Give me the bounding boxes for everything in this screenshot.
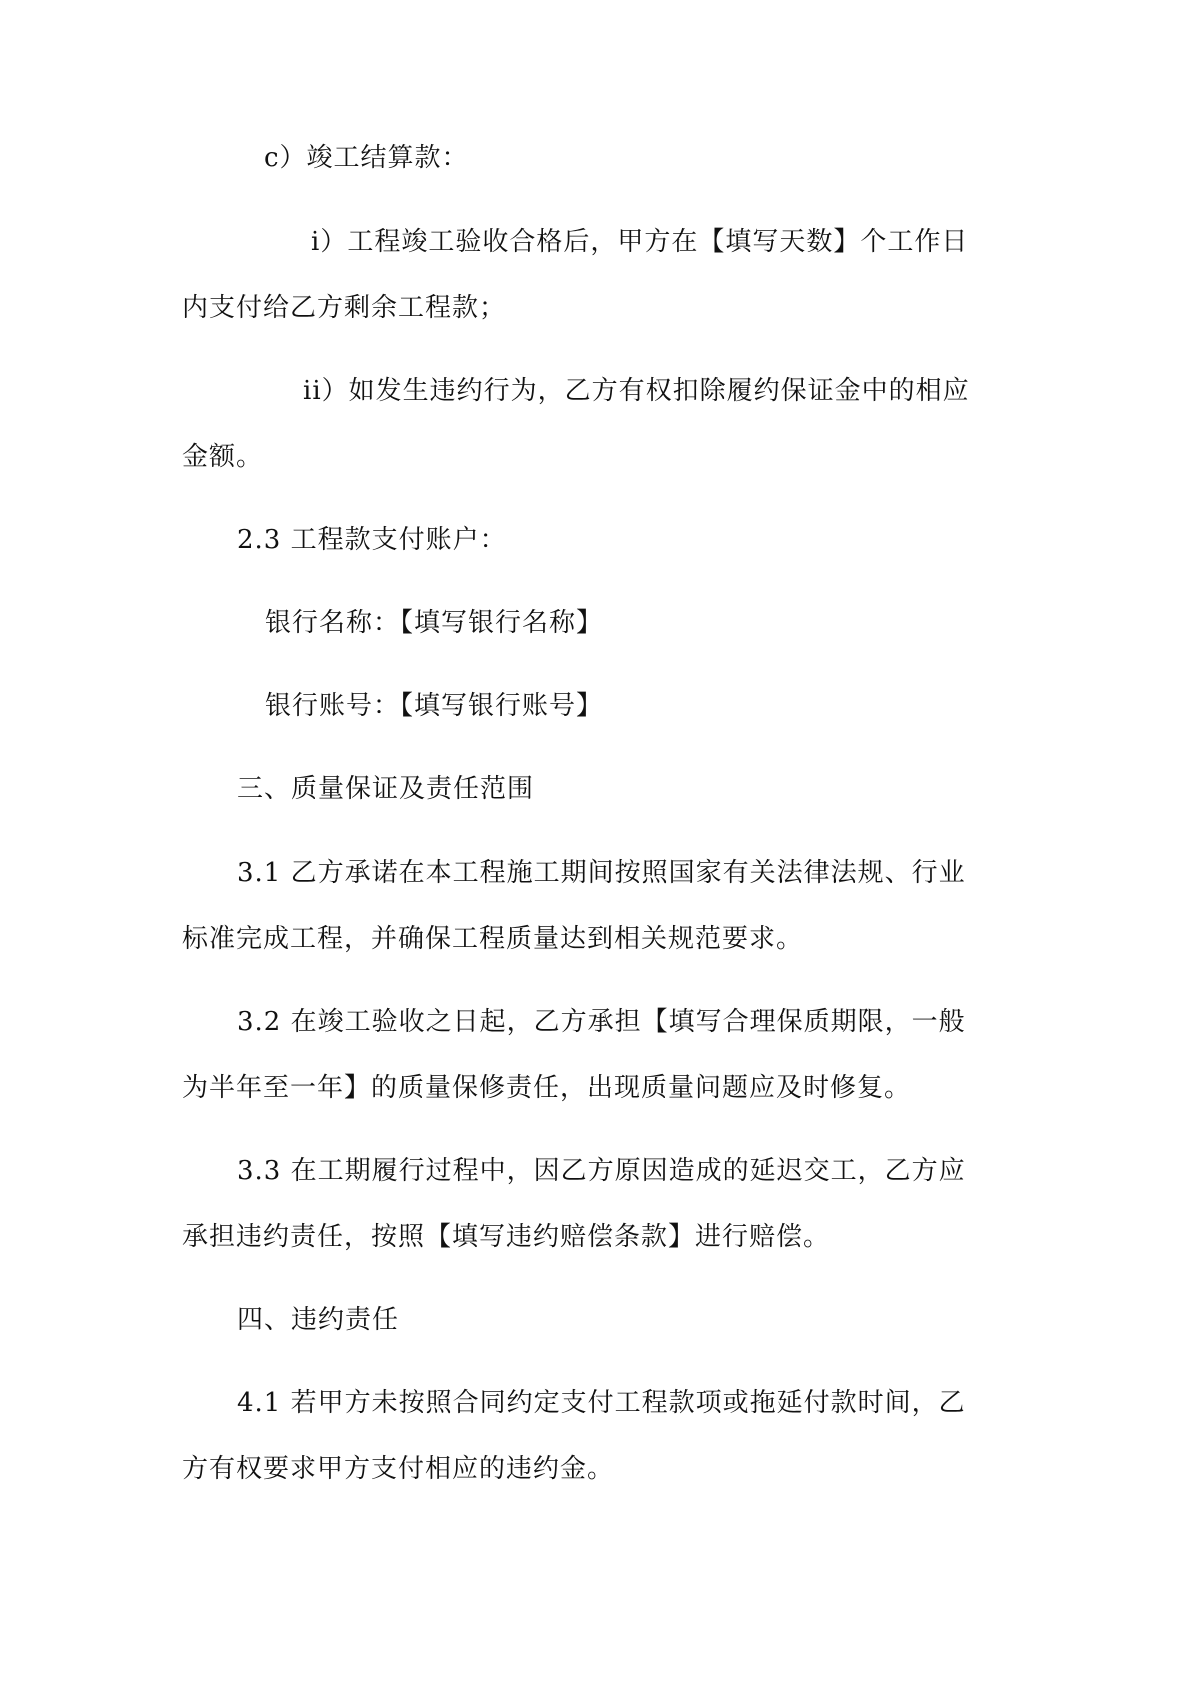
clause-ii-line-2: 金额。 [182,442,264,472]
section-4-heading: 四、违约责任 [237,1305,400,1335]
clause-4-1-line-1: 4.1 若甲方未按照合同约定支付工程款项或拖延付款时间，乙 [237,1388,966,1418]
clause-ii-line-1: ii）如发生违约行为，乙方有权扣除履约保证金中的相应 [303,376,970,406]
clause-4-1-line-2: 方有权要求甲方支付相应的违约金。 [182,1454,615,1484]
clause-3-2-line-1: 3.2 在竣工验收之日起，乙方承担【填写合理保质期限，一般 [237,1007,966,1037]
clause-3-3-line-2: 承担违约责任，按照【填写违约赔偿条款】进行赔偿。 [182,1222,831,1252]
clause-3-2-line-2: 为半年至一年】的质量保修责任，出现质量问题应及时修复。 [182,1073,912,1103]
section-3-heading: 三、质量保证及责任范围 [237,774,535,804]
bank-account-line: 银行账号：【填写银行账号】 [265,691,604,721]
clause-i-line-1: i）工程竣工验收合格后，甲方在【填写天数】个工作日 [311,227,969,257]
clause-3-1-line-1: 3.1 乙方承诺在本工程施工期间按照国家有关法律法规、行业 [237,858,966,888]
clause-i-line-2: 内支付给乙方剩余工程款； [182,293,507,323]
clause-3-3-line-1: 3.3 在工期履行过程中，因乙方原因造成的延迟交工，乙方应 [237,1156,966,1186]
clause-c-heading: c）竣工结算款： [264,143,469,173]
clause-2-3-heading: 2.3 工程款支付账户： [237,525,507,555]
clause-3-1-line-2: 标准完成工程，并确保工程质量达到相关规范要求。 [182,924,804,954]
bank-name-line: 银行名称：【填写银行名称】 [265,608,604,638]
